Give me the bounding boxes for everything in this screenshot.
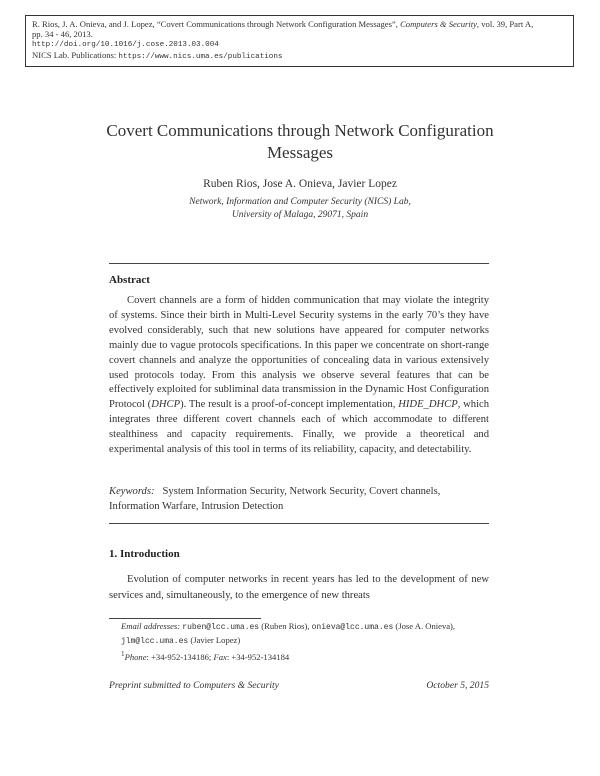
footnote-rule xyxy=(109,618,261,619)
fax-label: Fax xyxy=(213,651,227,662)
section-heading-introduction: 1. Introduction xyxy=(109,548,180,560)
email-link-rios[interactable]: ruben@lcc.uma.es xyxy=(182,623,260,632)
abstract-body xyxy=(109,294,489,458)
citation-lab-link[interactable]: https://www.nics.uma.es/publications xyxy=(118,53,283,62)
citation-doi-link[interactable]: http://doi.org/10.1016/j.cose.2013.03.004 xyxy=(32,40,219,49)
abstract-top-rule xyxy=(109,263,489,264)
footnote-emails xyxy=(109,620,489,648)
paper-authors: Ruben Rios, Jose A. Onieva, Javier Lopez xyxy=(203,178,397,190)
email-name-onieva: (Jose A. Onieva), xyxy=(395,621,456,631)
footnote-mark: 1 xyxy=(121,650,125,658)
abstract-bottom-rule xyxy=(109,523,489,524)
keywords-label: Keywords: xyxy=(109,486,155,497)
title-line-1: Covert Communications through Network Configuration xyxy=(106,121,494,140)
keywords xyxy=(109,484,489,514)
abstract-heading: Abstract xyxy=(109,274,150,286)
citation-line-1 xyxy=(32,19,567,29)
email-label: Email addresses: xyxy=(121,621,181,631)
citation-lab-line xyxy=(32,50,567,62)
citation-lab-prefix: NICS Lab. Publications: xyxy=(32,50,117,61)
keywords-text: System Information Security, Network Security, Covert channels, Information Warfare, Intrusion Detection xyxy=(109,486,441,512)
email-name-rios: (Ruben Rios), xyxy=(261,621,310,631)
affiliation xyxy=(0,196,600,222)
email-link-onieva[interactable]: onieva@lcc.uma.es xyxy=(311,623,394,632)
footnotes xyxy=(109,620,489,663)
footer-preprint-note: Preprint submitted to Computers & Security xyxy=(109,680,279,691)
affiliation-line-1: Network, Information and Computer Security (NICS) Lab, xyxy=(189,197,411,207)
citation-volume: , vol. 39, Part A, xyxy=(476,19,534,29)
paper-title xyxy=(0,120,600,164)
abstract-text-3: , which integrates three different covert channels each of which accommodate to different stealthiness and capacity requirements. Finally, we provide a theoretical and experimental analysis of this tool in terms of its reliability, capacity, and detectability. xyxy=(109,399,490,456)
email-name-lopez: (Javier Lopez) xyxy=(190,635,241,645)
affiliation-line-2: University of Malaga, 29071, Spain xyxy=(231,210,369,220)
citation-line-2: pp. 34 - 46, 2013. xyxy=(32,29,93,40)
abstract-tool-name: HIDE_DHCP xyxy=(398,399,458,411)
footnote-phone xyxy=(109,648,489,663)
fax-number: : +34-952-134184 xyxy=(226,651,290,662)
phone-label: Phone xyxy=(124,651,147,662)
footer-date: October 5, 2015 xyxy=(426,680,489,691)
abstract-text-1: Covert channels are a form of hidden communication that may violate the integrity of systems. Since their birth in Multi-Level Security systems in the early 70’s they have evolved considerably, such that new solutions have appeared for computer networks mainly due to vague protocols specifications. In this paper we concentrate on short-range covert channels and analyze the opportunities of concealing data in various extensively used protocols today. From this analysis we observe several features that can be effectively exploited for subliminal data transmission in the Dynamic Host Configuration Protocol ( xyxy=(109,295,489,411)
citation-authors: R. Rios, J. A. Onieva, and J. Lopez, “Covert Communications through Network Configuration Messages”, xyxy=(32,19,398,29)
introduction-body: Evolution of computer networks in recent years has led to the development of new services and, simultaneously, to the emergence of new threats xyxy=(109,574,489,601)
phone-number: : +34-952-134186; xyxy=(146,651,212,662)
citation-journal: Computers & Security xyxy=(400,19,477,29)
abstract-dhcp: DHCP xyxy=(151,399,181,411)
email-link-lopez[interactable]: jlm@lcc.uma.es xyxy=(121,637,189,646)
citation-box xyxy=(25,15,574,67)
title-line-2: Messages xyxy=(266,143,334,162)
abstract-text-2: ). The result is a proof-of-concept implementation, xyxy=(180,399,399,411)
